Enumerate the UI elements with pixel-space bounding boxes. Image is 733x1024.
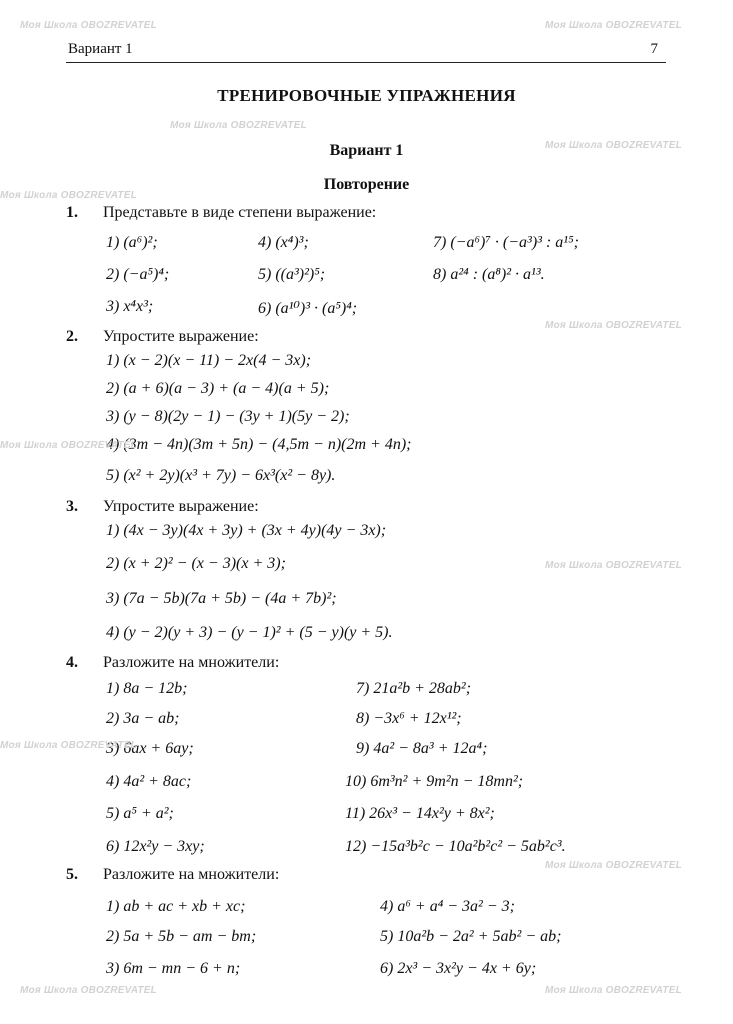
exercise-item: 3) (7a − 5b)(7a + 5b) − (4a + 7b)²;: [106, 590, 337, 607]
exercise-item: 4) a⁶ + a⁴ − 3a² − 3;: [380, 898, 515, 915]
page-title: ТРЕНИРОВОЧНЫЕ УПРАЖНЕНИЯ: [217, 86, 516, 105]
task-prompt: Разложите на множители:: [103, 654, 280, 671]
exercise-item: 4) 4a² + 8ac;: [106, 773, 192, 790]
page-number: 7: [650, 41, 658, 57]
exercise-item: 1) (x − 2)(x − 11) − 2x(4 − 3x);: [106, 352, 312, 369]
variant-heading: Вариант 1: [329, 142, 404, 159]
task-number: 2.: [66, 328, 78, 345]
exercise-item: 4) (x⁴)³;: [258, 234, 309, 251]
exercise-item: 10) 6m³n² + 9m²n − 18mn²;: [345, 773, 524, 790]
exercise-item: 4) (y − 2)(y + 3) − (y − 1)² + (5 − y)(y + 5).: [106, 624, 393, 641]
watermark: Моя Школа OBOZREVATEL: [545, 560, 682, 571]
exercise-item: 2) (x + 2)² − (x − 3)(x + 3);: [106, 555, 286, 572]
exercise-item: 8) a²⁴ : (a⁸)² · a¹³.: [433, 266, 545, 283]
exercise-item: 5) ((a³)²)⁵;: [258, 266, 326, 283]
watermark: Моя Школа OBOZREVATEL: [0, 440, 137, 451]
header-variant: Вариант 1: [68, 41, 133, 57]
exercise-item: 3) 6m − mn − 6 + n;: [106, 960, 241, 977]
watermark: Моя Школа OBOZREVATEL: [545, 860, 682, 871]
task-prompt: Упростите выражение:: [103, 498, 259, 515]
task-prompt: Разложите на множители:: [103, 866, 280, 883]
task-number: 4.: [66, 654, 78, 671]
exercise-item: 3) 6ax + 6ay;: [106, 740, 194, 757]
exercise-item: 2) 5a + 5b − am − bm;: [106, 928, 257, 945]
exercise-item: 5) (x² + 2y)(x³ + 7y) − 6x³(x² − 8y).: [106, 467, 336, 484]
watermark: Моя Школа OBOZREVATEL: [0, 740, 137, 751]
exercise-item: 1) 8a − 12b;: [106, 680, 188, 697]
exercise-item: 5) a⁵ + a²;: [106, 805, 174, 822]
exercise-item: 1) (4x − 3y)(4x + 3y) + (3x + 4y)(4y − 3x);: [106, 522, 387, 539]
watermark: Моя Школа OBOZREVATEL: [545, 20, 682, 31]
section-heading: Повторение: [323, 176, 410, 193]
task-prompt: Упростите выражение:: [103, 328, 259, 345]
exercise-item: 2) 3a − ab;: [106, 710, 180, 727]
exercise-item: 9) 4a² − 8a³ + 12a⁴;: [356, 740, 488, 757]
exercise-item: 2) (a + 6)(a − 3) + (a − 4)(a + 5);: [106, 380, 330, 397]
watermark: Моя Школа OBOZREVATEL: [545, 985, 682, 996]
exercise-item: 1) ab + ac + xb + xc;: [106, 898, 246, 915]
exercise-item: 5) 10a²b − 2a² + 5ab² − ab;: [380, 928, 562, 945]
watermark: Моя Школа OBOZREVATEL: [0, 190, 137, 201]
exercise-item: 8) −3x⁶ + 12x¹²;: [356, 710, 462, 727]
exercise-item: 1) (a⁶)²;: [106, 234, 158, 251]
watermark: Моя Школа OBOZREVATEL: [545, 140, 682, 151]
exercise-item: 7) 21a²b + 28ab²;: [356, 680, 472, 697]
exercise-item: 3) (y − 8)(2y − 1) − (3y + 1)(5y − 2);: [106, 408, 350, 425]
exercise-item: 12) −15a³b²c − 10a²b²c² − 5ab²c³.: [345, 838, 566, 855]
exercise-item: 6) (a¹⁰)³ · (a⁵)⁴;: [258, 300, 358, 317]
task-number: 5.: [66, 866, 78, 883]
exercise-item: 3) x⁴x³;: [106, 298, 154, 315]
watermark: Моя Школа OBOZREVATEL: [20, 20, 157, 31]
watermark: Моя Школа OBOZREVATEL: [545, 320, 682, 331]
watermark: Моя Школа OBOZREVATEL: [170, 120, 307, 131]
task-number: 3.: [66, 498, 78, 515]
exercise-item: 4) (3m − 4n)(3m + 5n) − (4,5m − n)(2m + 4n);: [106, 436, 412, 453]
task-prompt: Представьте в виде степени выражение:: [103, 204, 377, 221]
exercise-item: 2) (−a⁵)⁴;: [106, 266, 170, 283]
exercise-item: 6) 2x³ − 3x²y − 4x + 6y;: [380, 960, 537, 977]
watermark: Моя Школа OBOZREVATEL: [20, 985, 157, 996]
exercise-item: 7) (−a⁶)⁷ · (−a³)³ : a¹⁵;: [433, 234, 579, 251]
task-number: 1.: [66, 204, 78, 221]
exercise-item: 6) 12x²y − 3xy;: [106, 838, 205, 855]
page-header: [66, 40, 666, 63]
exercise-item: 11) 26x³ − 14x²y + 8x²;: [345, 805, 495, 822]
